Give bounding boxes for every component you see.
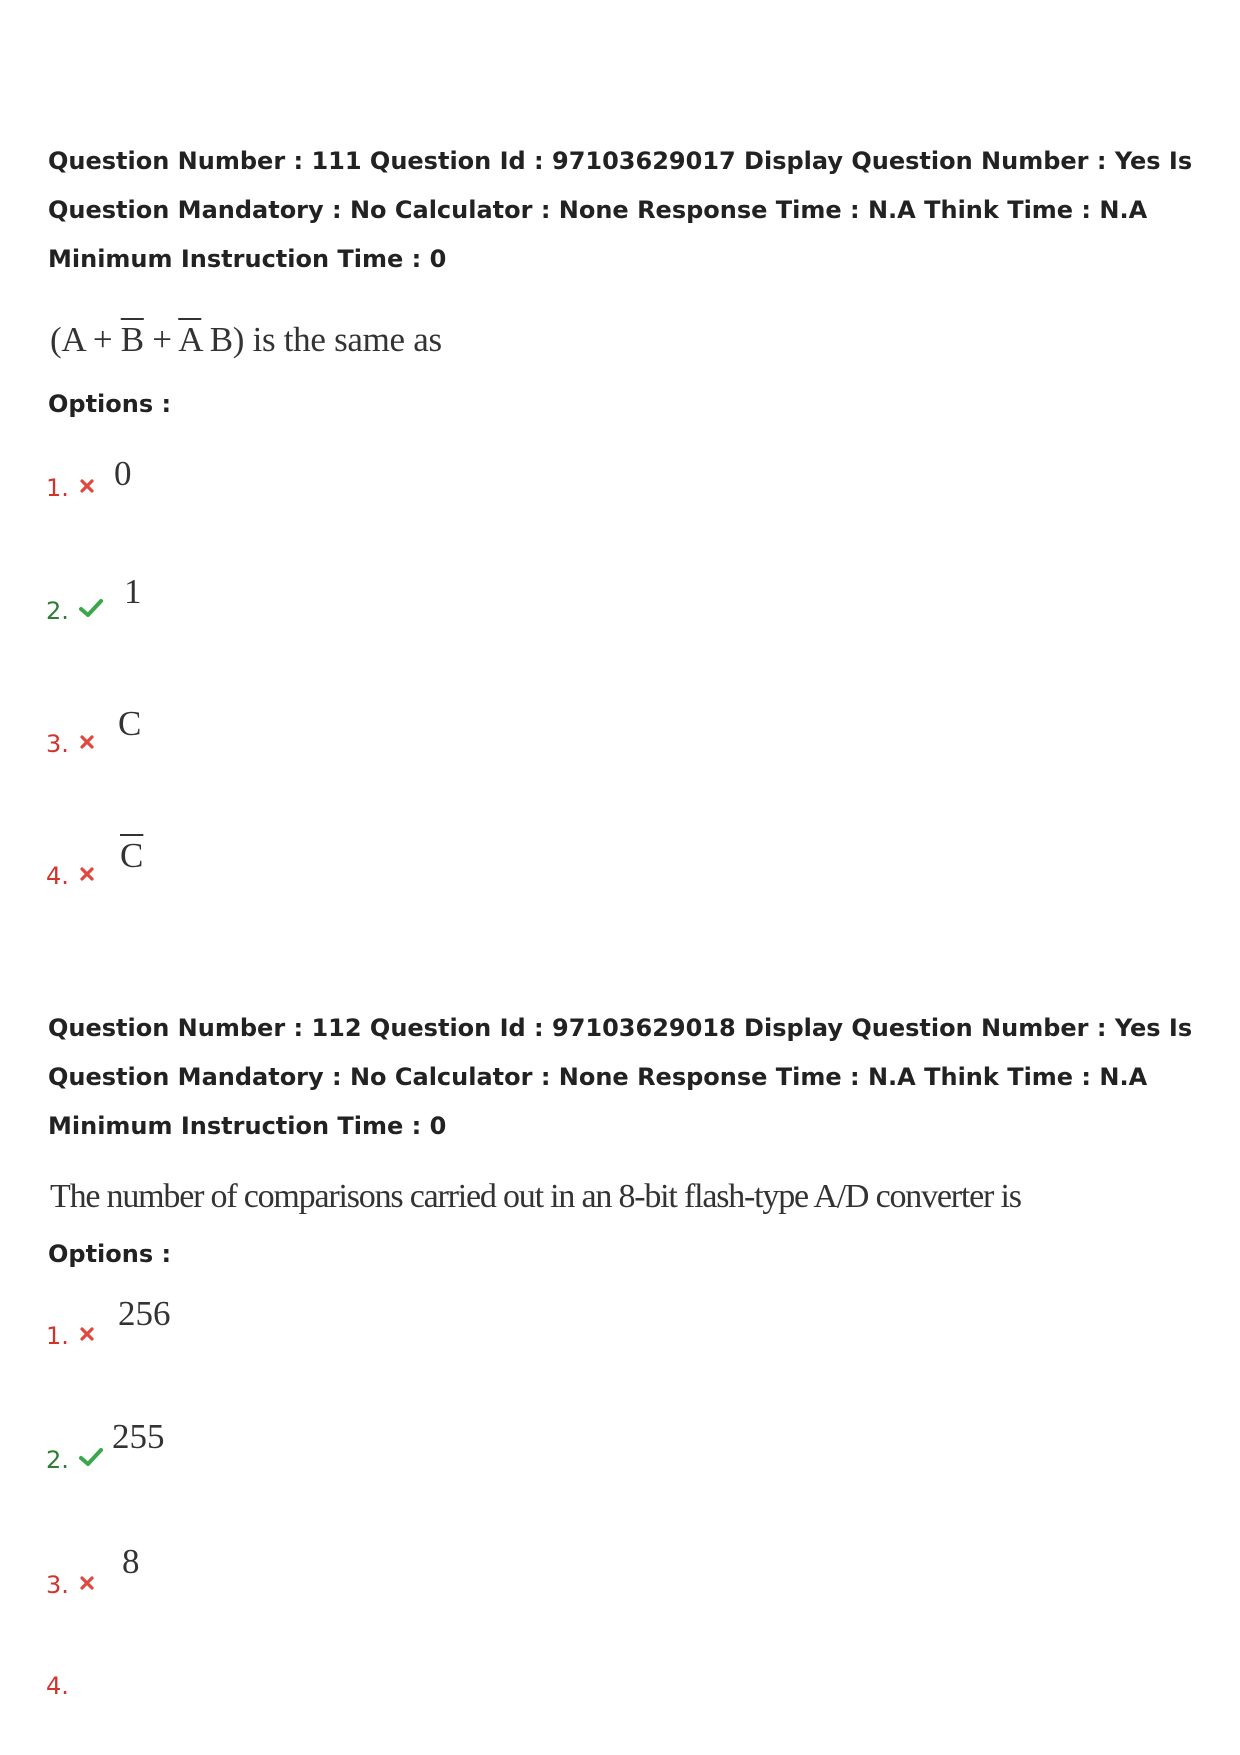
option-value: 8 bbox=[122, 1542, 140, 1581]
options-label: Options : bbox=[48, 1240, 172, 1268]
cross-icon bbox=[79, 1575, 95, 1591]
cross-icon bbox=[79, 478, 95, 494]
option-value: 256 bbox=[118, 1294, 171, 1333]
cross-icon bbox=[79, 1326, 95, 1342]
option-number: 3. bbox=[46, 1571, 69, 1599]
option-value: 1 bbox=[124, 572, 142, 611]
question-meta: Question Number : 112 Question Id : 97103629018 Display Question Number : Yes Is Question Mandatory : No Calculator : None Response Time : N.A Think Time : N.A Minimum Instruction Time : 0 bbox=[48, 1014, 1193, 1140]
option-number: 2. bbox=[46, 1446, 69, 1474]
cross-icon bbox=[79, 866, 95, 882]
option-number: 2. bbox=[46, 597, 69, 625]
option-number: 4. bbox=[46, 1672, 69, 1700]
option-value: 0 bbox=[114, 454, 132, 493]
check-icon bbox=[79, 598, 103, 618]
option-value: 255 bbox=[112, 1417, 165, 1456]
stem-a-bar: $\overline{A}$ bbox=[178, 320, 202, 359]
question-stem bbox=[50, 320, 442, 360]
stem-text: + bbox=[143, 320, 179, 359]
check-icon bbox=[79, 1447, 103, 1467]
option-number: 3. bbox=[46, 730, 69, 758]
stem-text: (A + bbox=[50, 320, 121, 359]
option-number: 4. bbox=[46, 862, 69, 890]
option-number: 1. bbox=[46, 1322, 69, 1350]
option-value: C bbox=[118, 704, 142, 743]
question-stem: The number of comparisons carried out in an 8-bit flash-type A/D converter is bbox=[50, 1178, 1021, 1215]
stem-b-bar: $\overline{B}$ bbox=[120, 320, 144, 359]
question-meta: Question Number : 111 Question Id : 97103629017 Display Question Number : Yes Is Question Mandatory : No Calculator : None Response Time : N.A Think Time : N.A Minimum Instruction Time : 0 bbox=[48, 147, 1193, 273]
options-label: Options : bbox=[48, 390, 172, 418]
cross-icon bbox=[79, 734, 95, 750]
option-number: 1. bbox=[46, 474, 69, 502]
option-value: $\overline{C}$ bbox=[120, 836, 144, 875]
stem-text: B) is the same as bbox=[201, 320, 442, 359]
